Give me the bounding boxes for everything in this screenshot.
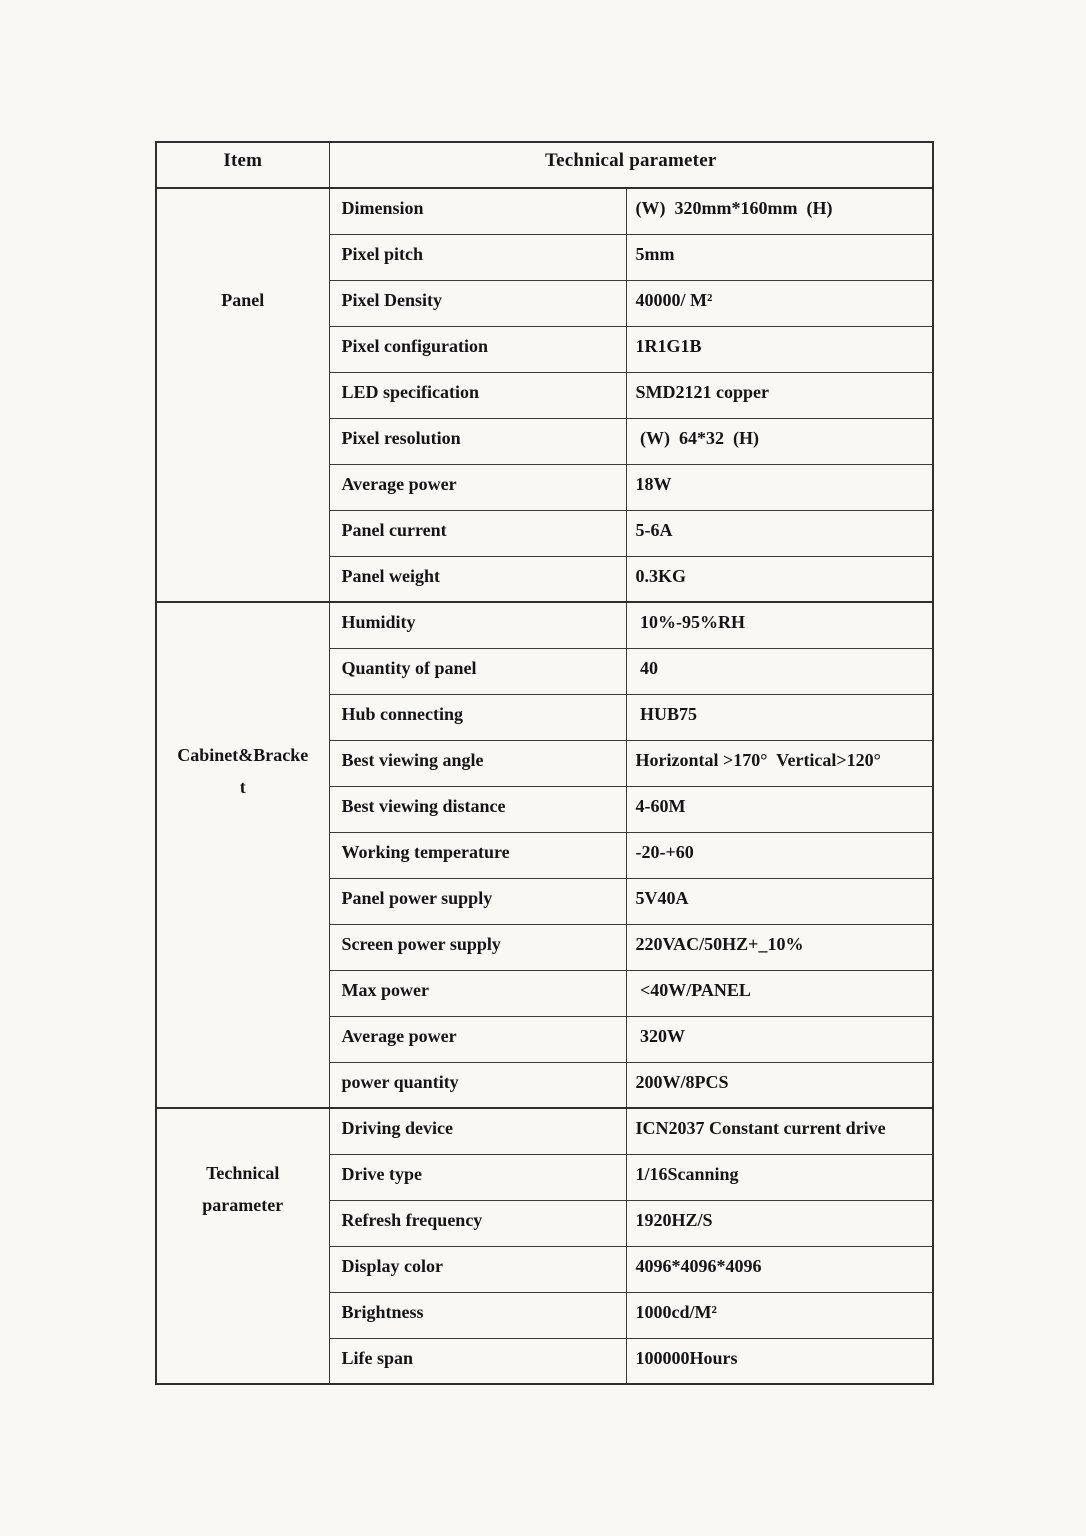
param-value-cell: 10%-95%RH (626, 602, 933, 648)
param-name-cell: Screen power supply (329, 924, 626, 970)
document-page (155, 141, 934, 1385)
group-item-cell (156, 602, 329, 1108)
param-value-cell: 4096*4096*4096 (626, 1246, 933, 1292)
param-value-cell: HUB75 (626, 694, 933, 740)
param-name-cell: Refresh frequency (329, 1200, 626, 1246)
param-value-cell: <40W/PANEL (626, 970, 933, 1016)
param-value-cell: 5-6A (626, 510, 933, 556)
param-name-cell: Pixel configuration (329, 326, 626, 372)
table-row (156, 188, 933, 234)
param-name-cell: Pixel pitch (329, 234, 626, 280)
param-value-cell: 320W (626, 1016, 933, 1062)
param-value-cell: 0.3KG (626, 556, 933, 602)
param-name-cell: Average power (329, 1016, 626, 1062)
group-item-label-line: t (239, 777, 246, 797)
param-name-cell: Humidity (329, 602, 626, 648)
param-value-cell: 220VAC/50HZ+_10% (626, 924, 933, 970)
spec-table (155, 141, 934, 1385)
param-value-cell: -20-+60 (626, 832, 933, 878)
param-value-cell: 5mm (626, 234, 933, 280)
group-item-label-line: Panel (221, 290, 265, 310)
header-item-cell: Item (156, 142, 329, 188)
param-name-cell: Panel power supply (329, 878, 626, 924)
param-value-cell: 1000cd/M² (626, 1292, 933, 1338)
param-value-cell: 1R1G1B (626, 326, 933, 372)
table-row (156, 602, 933, 648)
table-header-row (156, 142, 933, 188)
group-item-cell (156, 188, 329, 602)
table-row (156, 1108, 933, 1154)
header-technical-parameter-cell: Technical parameter (329, 142, 933, 188)
group-item-label-line: Cabinet&Bracke (177, 745, 309, 765)
param-name-cell: Brightness (329, 1292, 626, 1338)
param-value-cell: 18W (626, 464, 933, 510)
param-name-cell: Driving device (329, 1108, 626, 1154)
param-name-cell: Life span (329, 1338, 626, 1384)
param-name-cell: Quantity of panel (329, 648, 626, 694)
group-item-cell (156, 1108, 329, 1384)
param-value-cell: 1/16Scanning (626, 1154, 933, 1200)
param-name-cell: Pixel resolution (329, 418, 626, 464)
param-value-cell: (W) 320mm*160mm (H) (626, 188, 933, 234)
param-name-cell: Pixel Density (329, 280, 626, 326)
param-name-cell: power quantity (329, 1062, 626, 1108)
param-value-cell: (W) 64*32 (H) (626, 418, 933, 464)
param-value-cell: 200W/8PCS (626, 1062, 933, 1108)
spec-table-body (156, 188, 933, 1384)
param-value-cell: 100000Hours (626, 1338, 933, 1384)
group-item-label-line: Technical (206, 1163, 280, 1183)
param-name-cell: Working temperature (329, 832, 626, 878)
param-value-cell: 1920HZ/S (626, 1200, 933, 1246)
param-value-cell: 5V40A (626, 878, 933, 924)
param-name-cell: LED specification (329, 372, 626, 418)
param-name-cell: Max power (329, 970, 626, 1016)
param-value-cell: 40 (626, 648, 933, 694)
param-value-cell: ICN2037 Constant current drive (626, 1108, 933, 1154)
param-value-cell: 40000/ M² (626, 280, 933, 326)
param-name-cell: Panel current (329, 510, 626, 556)
param-name-cell: Dimension (329, 188, 626, 234)
param-value-cell: 4-60M (626, 786, 933, 832)
param-value-cell: SMD2121 copper (626, 372, 933, 418)
param-name-cell: Hub connecting (329, 694, 626, 740)
param-name-cell: Best viewing distance (329, 786, 626, 832)
param-name-cell: Panel weight (329, 556, 626, 602)
param-name-cell: Display color (329, 1246, 626, 1292)
param-name-cell: Average power (329, 464, 626, 510)
param-name-cell: Drive type (329, 1154, 626, 1200)
param-value-cell: Horizontal >170° Vertical>120° (626, 740, 933, 786)
group-item-label-line: parameter (202, 1195, 284, 1215)
param-name-cell: Best viewing angle (329, 740, 626, 786)
